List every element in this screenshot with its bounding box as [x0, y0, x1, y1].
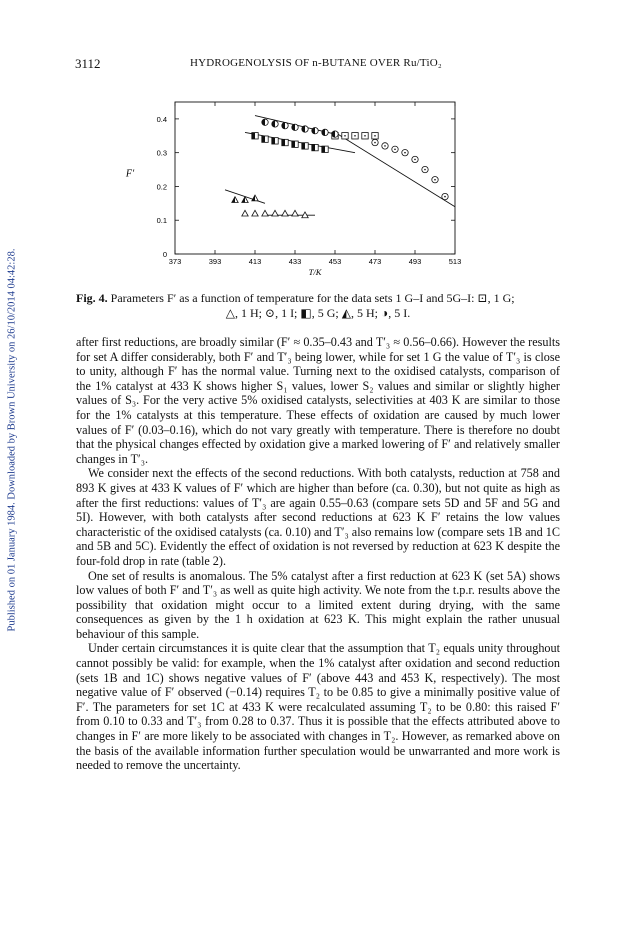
data-point-1h	[252, 210, 258, 216]
data-point-1g-dot	[354, 135, 356, 137]
data-point-1g-dot	[364, 135, 366, 137]
data-point-1i-dot	[424, 169, 426, 171]
data-point-5g-fill	[302, 143, 305, 149]
caption-line-2: △, 1 H; ⊙, 1 I; ◧, 5 G; ◭, 5 H; ◑, 5 I.	[225, 306, 411, 320]
x-tick-label: 453	[328, 257, 342, 266]
plot-frame	[175, 102, 455, 254]
data-point-5g-fill	[262, 136, 265, 142]
data-point-1i-dot	[444, 196, 446, 198]
data-point-5g-fill	[312, 144, 315, 150]
data-point-1g-dot	[344, 135, 346, 137]
data-point-1h	[262, 210, 268, 216]
running-title: HYDROGENOLYSIS OF n-BUTANE OVER Ru/TiO₂	[190, 57, 442, 69]
data-point-5g-fill	[282, 139, 285, 145]
data-point-1i-dot	[384, 145, 386, 147]
data-point-1i-dot	[434, 179, 436, 181]
y-tick-label: 0	[162, 250, 167, 259]
y-tick-label: 0.4	[156, 114, 167, 124]
paragraph-4: Under certain circumstances it is quite clear that the assumption that T₂ equals unity throughout cannot possibly be valid: for example, when the 1% catalyst after oxidation and second reduction (sets 1B and 1C) shows negative values of F′ (above 443 and 453 K, respectively). The most negative value of F′ observed (−0.14) requires T₂ to be 0.85 to give a minimally positive value of F′. The parameters for set 1C at 433 K were recalculated assuming T₂ to be 0.80: this raised F′ from 0.10 to 0.33 and T′₃ from 0.28 to 0.37. Thus it is possible that the effects attributed above to changes in F′ are more likely to be associated with changes in T₂. However, as remarked above on the basis of the available information further speculation would be unwarranted and more work is needed to remove the uncertainty.	[76, 641, 560, 773]
data-point-1i-dot	[374, 142, 376, 144]
body-text	[76, 335, 560, 773]
data-point-1h	[292, 210, 298, 216]
y-axis-label: F′	[125, 168, 135, 180]
figure-4	[100, 92, 530, 292]
figure-caption	[76, 291, 560, 321]
x-tick-label: 373	[168, 257, 182, 266]
y-tick-label: 0.1	[156, 216, 167, 226]
trend-line	[335, 132, 455, 206]
data-point-5g-fill	[272, 138, 275, 144]
paragraph-2: We consider next the effects of the second reductions. With both catalysts, reduction at 758 and 893 K gives at 433 K values of F′ which are higher than before (ca. 0.30), but not quite as high as after the first reductions: values of T′₃ are again 0.55–0.63 (compare sets 5D and 5F and 5G and 5I). However, with both catalysts after second reductions at 623 K F′ retains the low values characteristic of the oxidised catalysts (ca. 0.10) and T′₃ also remains low (compare sets 1B and 1C and 5B and 5C). Evidently the effect of oxidation is not reversed by reduction at 623 K despite the four-fold drop in rate (table 2).	[76, 466, 560, 568]
paragraph-1: after first reductions, are broadly similar (F′ ≈ 0.35–0.43 and T′₃ ≈ 0.56–0.66). However the results for set A differ considerably, both F′ and T′₃ being lower, while for set 1 G the value of T′₃ is close to unity, although F′ has the normal value. Turning next to the oxidised catalysts, comparison of the 1% catalyst at 433 K shows higher S₁ values, lower S₂ values and similar or slightly higher values of S₃. For the very active 5% oxidised catalysts, selectivities at 403 K are similar to those for the 1% catalysts at this temperature. These effects of oxidation are caused by much lower values of F′ (0.03–0.16), which do not vary greatly with temperature. There is therefore no doubt that the physical changes effected by oxidation give a marked lowering of F′ and relatively smaller changes in T′₃.	[76, 335, 560, 466]
caption-line-1: Parameters F′ as a function of temperature for the data sets 1 G–I and 5G–I: ⊡, 1 G;	[110, 291, 515, 305]
f-prime-vs-temperature-chart	[100, 92, 530, 292]
page-header	[75, 56, 575, 72]
paragraph-3: One set of results is anomalous. The 5% catalyst after a first reduction at 623 K (set 5A) shows low values of both F′ and T′₃ as well as quite high activity. We note from the t.p.r. results above the possibility that oxidation might occur to a limited extent during drying, with the same consequences as given by the 1 h oxidation at 623 K. This might explain the rather unusual behaviour of this sample.	[76, 568, 560, 641]
y-tick-label: 0.3	[156, 148, 167, 158]
x-tick-label: 513	[448, 257, 462, 266]
data-point-1h	[282, 210, 288, 216]
page-number: 3112	[75, 56, 101, 71]
data-point-5g-fill	[252, 133, 255, 139]
download-notice-text: Published on 01 January 1984. Downloaded by Brown University on 26/10/2014 04:42:28.	[6, 248, 18, 632]
download-notice	[4, 160, 20, 720]
x-tick-label: 393	[208, 257, 222, 266]
data-point-1g-dot	[374, 135, 376, 137]
x-tick-label: 493	[408, 257, 422, 266]
figure-label: Fig. 4.	[76, 291, 108, 305]
y-tick-label: 0.2	[156, 182, 167, 192]
x-tick-label: 433	[288, 257, 302, 266]
data-point-1i-dot	[394, 148, 396, 150]
x-tick-label: 473	[368, 257, 382, 266]
data-point-1h	[272, 210, 278, 216]
data-point-1i-dot	[414, 159, 416, 161]
data-point-1h	[242, 210, 248, 216]
data-point-5g-fill	[322, 146, 325, 152]
data-point-1i-dot	[404, 152, 406, 154]
data-point-5g-fill	[292, 141, 295, 147]
x-axis-label: T/K	[308, 267, 322, 277]
x-tick-label: 413	[248, 257, 262, 266]
